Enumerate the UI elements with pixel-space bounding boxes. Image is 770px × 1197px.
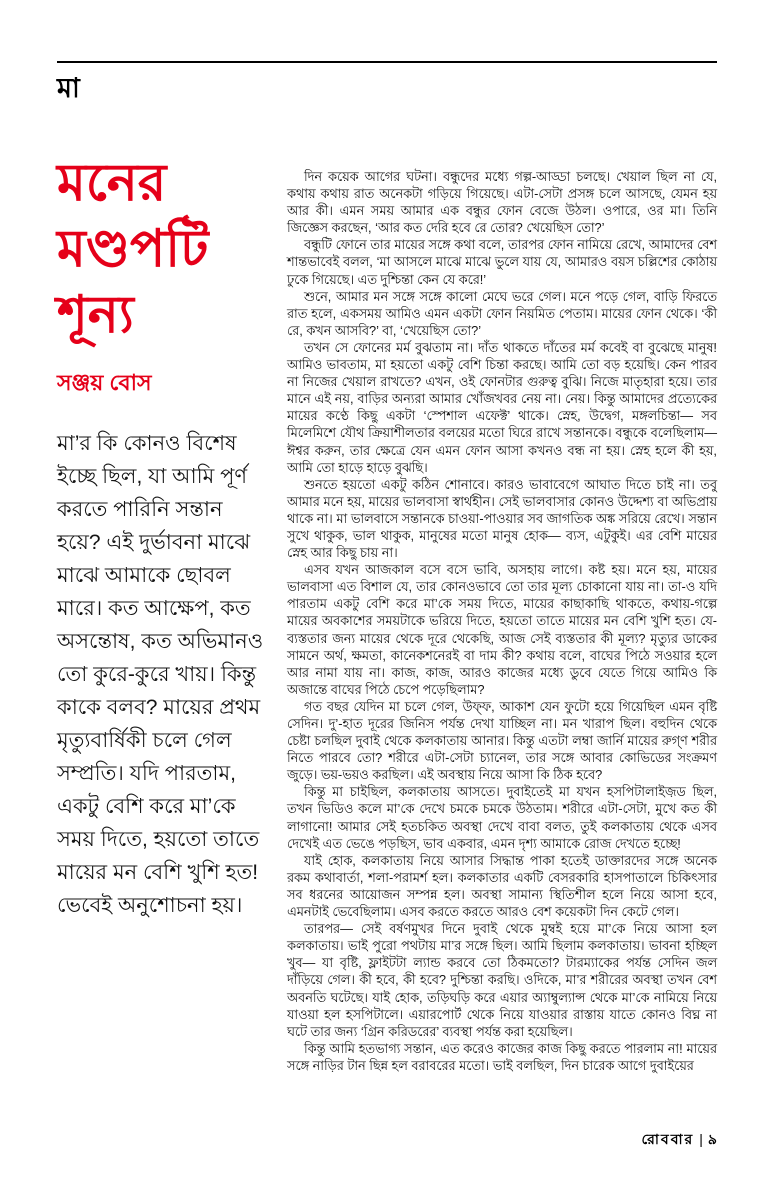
section-label: মা	[57, 73, 80, 103]
page-footer	[641, 1128, 717, 1152]
headline-column	[57, 150, 269, 922]
top-rule	[57, 61, 717, 63]
magazine-name: রোববার	[641, 1131, 695, 1147]
author-byline: সঞ্জয় বোস	[57, 370, 152, 395]
article-standfirst: মা’র কি কোনও বিশেষ ইচ্ছে ছিল, যা আমি পূর্ণ করতে পারিনি সন্তান হয়ে? এই দুর্ভাবনা মাঝে মাঝে আমাকে ছোবল মারে। কত আক্ষেপ, কত অসন্তোষ, কত অভিমানও তো কুরে-কুরে খায়। কিন্তু কাকে বলব? মায়ের প্রথম মৃত্যুবার্ষিকী চলে গেল সম্প্রতি। যদি পারতাম, একটু বেশি করে মা’কে সময় দিতে, হয়তো তাতে মায়ের মন বেশি খুশি হত! ভেবেই অনুশোচনা হয়।	[57, 432, 264, 917]
body-paragraph: তখন সে ফোনের মর্ম বুঝতাম না। দাঁত থাকতে দাঁতের মর্ম কবেই বা বুঝেছে মানুষ! আমিও ভাবতাম, মা হয়তো একটু বেশি চিন্তা করছে। আমি তো বড় হয়েছি। কেন পারব না নিজের খেয়াল রাখতে? এখন, ওই ফোনটার গুরুত্ব বুঝি। নিজে মাতৃহারা হয়ে। তার মানে এই নয়, বাড়ির অন্যরা আমার খোঁজখবর নেয় না। নেয়। কিন্তু আমাদের প্রত্যেকের মায়ের কণ্ঠে কিছু একটা ‘স্পেশাল এফেক্ট’ থাকে। স্নেহ, উদ্বেগ, মঙ্গলচিন্তা— সব মিলেমিশে যৌথ ক্রিয়াশীলতার বলয়ের মতো ঘিরে রাখে সন্তানকে। বন্ধুকে বলেছিলাম— ঈশ্বর করুন, তার ক্ষেত্রে যেন এমন ফোন আসা কখনও বন্ধ না হয়। স্নেহ হলে কী হয়, আমি তো হাড়ে হাড়ে বুঝছি।	[287, 339, 717, 475]
page-number: ৯	[707, 1131, 717, 1147]
headline-line-3: শূন্য	[57, 286, 134, 344]
body-paragraph: যাই হোক, কলকাতায় নিয়ে আসার সিদ্ধান্ত পাকা হতেই ডাক্তারদের সঙ্গে অনেক রকম কথাবার্তা, শলা-পরামর্শ হল। কলকাতার একটি বেসরকারি হাসপাতালে চিকিৎসার সব ধরনের আয়োজন সম্পন্ন হল। অবস্থা সামান্য স্থিতিশীল হলে নিয়ে আসা হবে, এমনটাই ভেবেছিলাম। এসব করতে করতে আরও বেশ কয়েকটা দিন কেটে গেল।	[287, 852, 717, 920]
body-paragraph: গত বছর যেদিন মা চলে গেল, উফ্ফ, আকাশ যেন ফুটো হয়ে গিয়েছিল এমন বৃষ্টি সেদিন। দু’-হাত দূরের জিনিস পর্যন্ত দেখা যাচ্ছিল না। মন খারাপ ছিল। বহুদিন থেকে চেষ্টা চলছিল দুবাই থেকে কলকাতায় আনার। কিন্তু এতটা লম্বা জার্নি মায়ের রুগ্ণ শরীর নিতে পারবে তো? শরীরে এটা-সেটা চ্যানেল, তার সঙ্গে আবার কোভিডের সংক্রমণ জুড়ে। ভয়-ভয়ও করছিল। এই অবস্থায় নিয়ে আসা কি ঠিক হবে?	[287, 698, 717, 783]
body-paragraph: এসব যখন আজকাল বসে বসে ভাবি, অসহায় লাগে। কষ্ট হয়। মনে হয়, মায়ের ভালবাসা এত বিশাল যে, তার কোনওভাবে তো তার মূল্য চোকানো যায় না। তা-ও যদি পারতাম একটু বেশি করে মা’কে সময় দিতে, মায়ের কাছাকাছি থাকতে, কথায়-গল্পে মায়ের অবকাশের সময়টাকে ভরিয়ে দিতে, হয়তো তাতে মায়ের মন বেশি খুশি হত। যে-ব্যস্ততার জন্য মায়ের থেকে দূরে থেকেছি, আজ সেই ব্যস্ততার কী মূল্য? মৃত্যুর ডাকের সামনে অর্থ, ক্ষমতা, কানেকশনেরই বা দাম কী? কথায় বলে, বাঘের পিঠে সওয়ার হলে আর নামা যায় না। কাজ, কাজ, আরও কাজের মধ্যে ডুবে যেতে গিয়ে আমিও কি অজান্তে বাঘের পিঠে চেপে পড়েছিলাম?	[287, 562, 717, 697]
body-paragraph: শুনে, আমার মন সঙ্গে সঙ্গে কালো মেঘে ভরে গেল। মনে পড়ে গেল, বাড়ি ফিরতে রাত হলে, একসময় আমিও এমন একটা ফোন নিয়মিত পেতাম। মায়ের ফোন থেকে। ‘কী রে, কখন আসবি?’ বা, ‘খেয়েছিস তো?’	[287, 288, 717, 338]
body-paragraph: কিন্তু আমি হতভাগ্য সন্তান, এত করেও কাজের কাজ কিছু করতে পারলাম না! মায়ের সঙ্গে নাড়ির টান ছিন্ন হল বরাবরের মতো। ভাই বলছিল, দিন চারেক আগে দুবাইয়ের	[287, 1040, 717, 1073]
body-paragraph: শুনতে হয়তো একটু কঠিন শোনাবে। কারও ভাবাবেগে আঘাত দিতে চাই না। তবু আমার মনে হয়, মায়ের ভালবাসা স্বার্থহীন। সেই ভালবাসার কোনও উদ্দেশ্য বা অভিপ্রায় থাকে না। মা ভালবাসে সন্তানকে চাওয়া-পাওয়ার সব জাগতিক অঙ্ক সরিয়ে রেখে। সন্তান সুখে থাকুক, ভাল থাকুক, মানুষের মতো মানুষ হোক— ব্যস, এটুকুই। এর বেশি মায়ের স্নেহ আর কিছু চায় না।	[287, 476, 717, 561]
body-paragraph: কিন্তু মা চাইছিল, কলকাতায় আসতে। দুবাইতেই মা যখন হসপিটালাইজ়ড ছিল, তখন ভিডিও কলে মা’কে দেখে চমকে চমকে উঠতাম। শরীরে এটা-সেটা, মুখে কত কী লাগানো! আমার সেই হতচকিত অবস্থা দেখে বাবা বলত, তুই কলকাতায় থেকে এসব দেখেই এত ভেঙে পড়ছিস, ভাব একবার, এমন দৃশ্য আমাকে রোজ দেখতে হচ্ছে!	[287, 784, 717, 851]
body-paragraph: দিন কয়েক আগের ঘটনা। বন্ধুদের মধ্যে গল্প-আড্ডা চলছে। খেয়াল ছিল না যে, কথায় কথায় রাত অনেকটা গড়িয়ে গিয়েছে। এটা-সেটা প্রসঙ্গ চলে আসছে, যেমন হয় আর কী। এমন সময় আমার এক বন্ধুর ফোন বেজে উঠল। ওপারে, ওর মা। তিনি জিজ্ঞেস করছেন, ‘আর কত দেরি হবে রে তোর? খেয়েছিস তো?’	[287, 169, 717, 236]
body-paragraph: বন্ধুটি ফোনে তার মায়ের সঙ্গে কথা বলে, তারপর ফোন নামিয়ে রেখে, আমাদের বেশ শান্তভাবেই বলল, ‘মা আসলে মাঝে মাঝে ভুলে যায় যে, আমারও বয়স চল্লিশের কোঠায় ঢুকে গিয়েছে। এত দুশ্চিন্তা কেন যে করে!’	[287, 237, 717, 287]
footer-separator: |	[699, 1131, 703, 1147]
article-body-column	[287, 168, 717, 1074]
headline-line-2: মণ্ডপটি	[57, 220, 209, 278]
article-headline	[57, 150, 269, 348]
headline-line-1: মনের	[57, 154, 167, 212]
body-paragraph: তারপর— সেই বর্ষণমুখর দিনে দুবাই থেকে মুম্বই হয়ে মা’কে নিয়ে আসা হল কলকাতায়। ভাই পুরো পথটায় মা’র সঙ্গে ছিল। আমি ছিলাম কলকাতায়। ভাবনা হচ্ছিল খুব— যা বৃষ্টি, ফ্লাইটটা ল্যান্ড করবে তো ঠিকমতো? টারম্যাকের পর্যন্ত সেদিন জল দাঁড়িয়ে গেল। কী হবে, কী হবে? দুশ্চিন্তা করছি। ওদিকে, মা’র শরীরের অবস্থা তখন বেশ অবনতি ঘটেছে। যাই হোক, তড়িঘড়ি করে এয়ার অ্যাম্বুল্যান্স থেকে মা’কে নামিয়ে নিয়ে যাওয়া হল হসপিটালে। এয়ারপোর্ট থেকে নিয়ে যাওয়ার রাস্তায় যাতে কোনও বিঘ্ন না ঘটে তার জন্য ‘গ্রিন করিডরের’ ব্যবস্থা পর্যন্ত করা হয়েছিল।	[287, 921, 717, 1039]
